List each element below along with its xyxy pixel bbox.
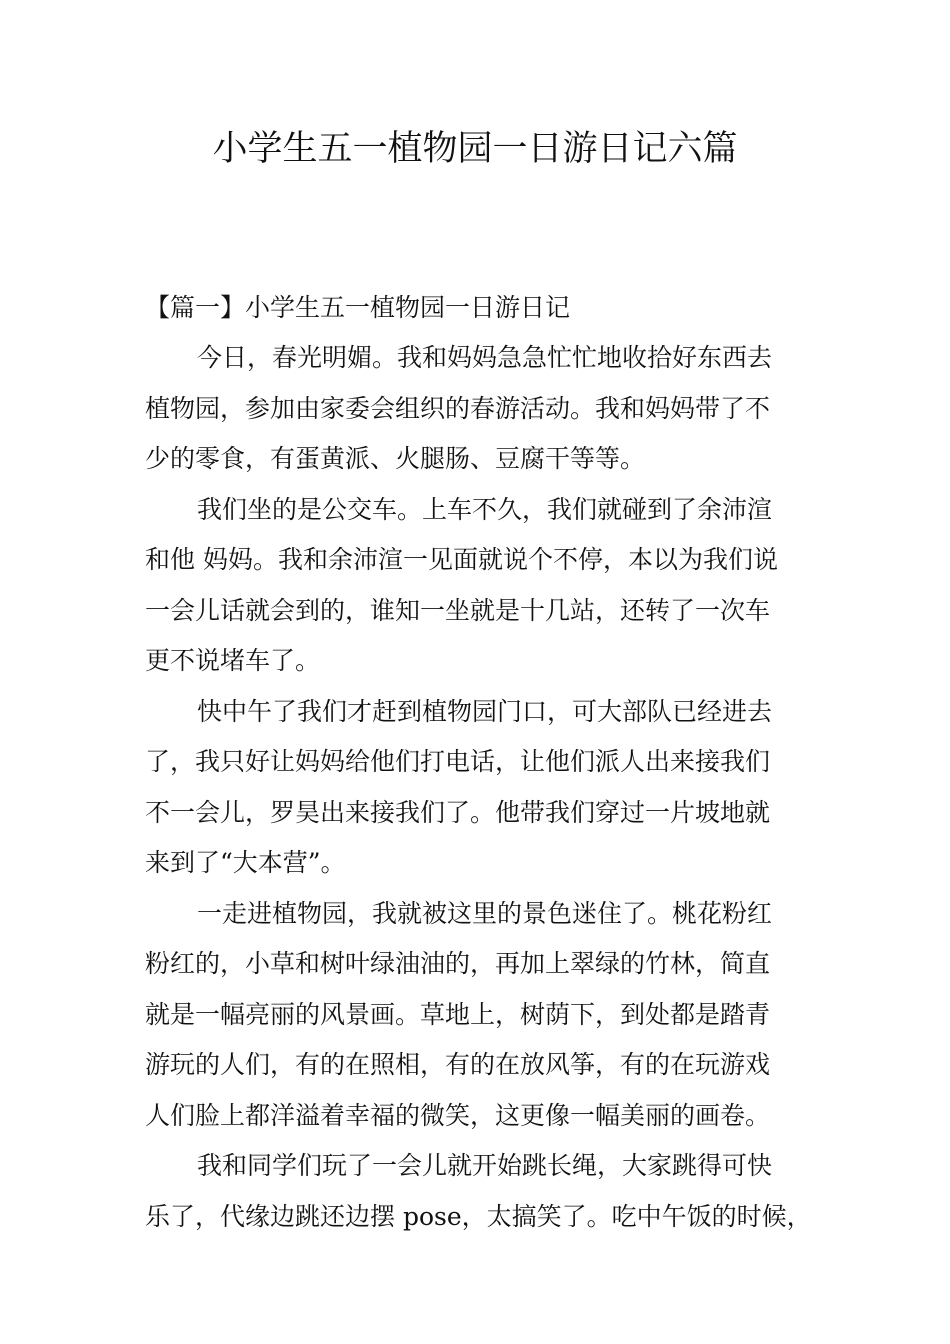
document-title: 小学生五一植物园一日游日记六篇: [212, 129, 738, 169]
paragraph-line: 了，我只好让妈妈给他们打电话，让他们派人出来接我们: [145, 747, 771, 776]
paragraph-1: [145, 333, 813, 485]
paragraph-line: 游玩的人们，有的在照相，有的在放风筝，有的在玩游戏: [145, 1050, 771, 1079]
paragraph-3: [145, 687, 813, 889]
paragraph-line: 人们脸上都洋溢着幸福的微笑，这更像一幅美丽的画卷。: [145, 1100, 771, 1130]
paragraph-line: 我们坐的是公交车。上车不久，我们就碰到了余沛渲: [197, 494, 773, 524]
paragraph-line: 少的零食，有蛋黄派、火腿肠、豆腐干等等。: [145, 444, 646, 473]
paragraph-2: [145, 485, 813, 687]
paragraph-line: 一会儿话就会到的，谁知一坐就是十几站，还转了一次车: [145, 595, 771, 625]
paragraph-line: 不一会儿，罗昊出来接我们了。他带我们穿过一片坡地就: [145, 797, 771, 827]
paragraph-line: 一走进植物园，我就被这里的景色迷住了。桃花粉红: [197, 898, 773, 928]
paragraph-line: 植物园，参加由家委会组织的春游活动。我和妈妈带了不: [145, 393, 771, 423]
paragraph-line: 快中午了我们才赶到植物园门口，可大部队已经进去: [197, 696, 773, 726]
section-heading: 【篇一】小学生五一植物园一日游日记: [145, 293, 571, 322]
paragraph-line: 来到了“大本营”。: [145, 848, 346, 877]
document-body: [145, 283, 813, 1242]
paragraph-line: 更不说堵车了。: [145, 646, 321, 675]
paragraph-line: 粉红的，小草和树叶绿油油的，再加上翠绿的竹林，简直: [145, 949, 771, 978]
paragraph-line: 我和同学们玩了一会儿就开始跳长绳，大家跳得可快: [197, 1151, 773, 1180]
paragraph-line: 和他 妈妈。我和余沛渲一见面就说个不停，本以为我们说: [145, 545, 778, 574]
paragraph-5: [145, 1141, 813, 1242]
paragraph-line: 乐了，代缘边跳还边摆 pose，太搞笑了。吃中午饭的时候，: [145, 1201, 812, 1231]
paragraph-line: 今日，春光明媚。我和妈妈急急忙忙地收拾好东西去: [197, 343, 773, 372]
paragraph-4: [145, 889, 813, 1142]
paragraph-line: 就是一幅亮丽的风景画。草地上，树荫下，到处都是踏青: [145, 999, 771, 1029]
